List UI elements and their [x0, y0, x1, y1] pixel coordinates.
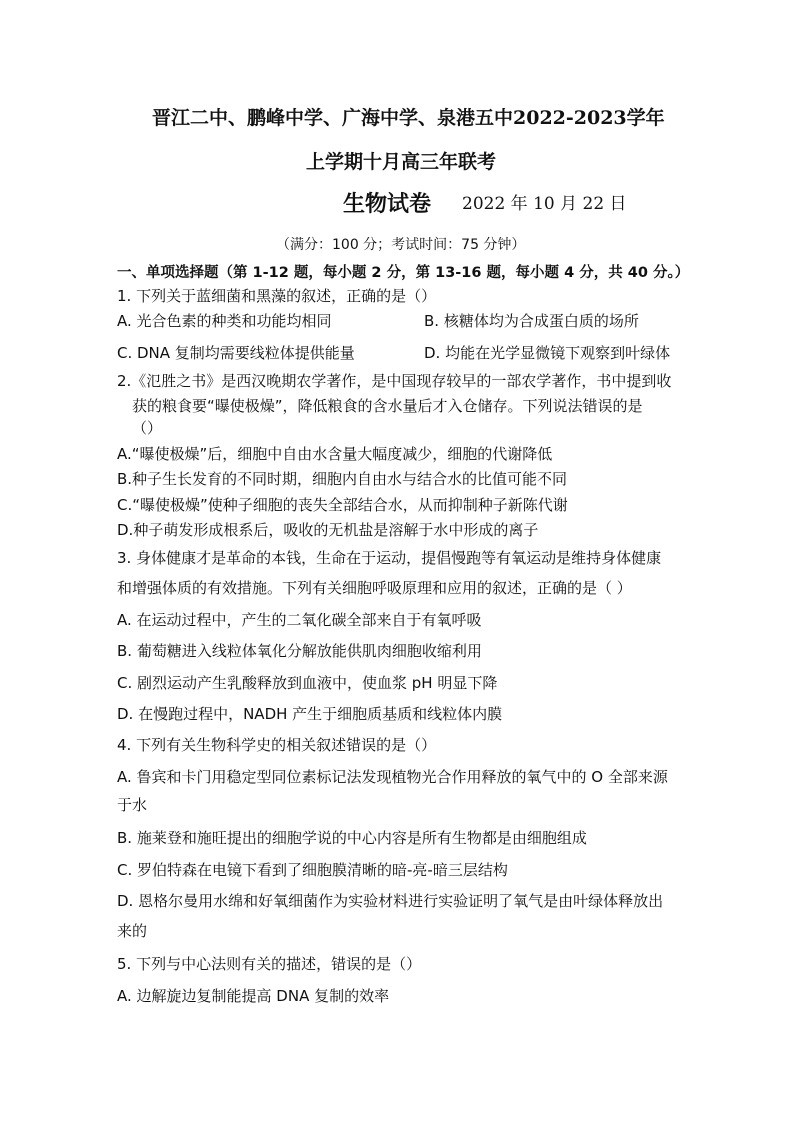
q1-option-d: D. 均能在光学显微镜下观察到叶绿体	[424, 344, 671, 362]
q1-stem: 1. 下列关于蓝细菌和黑藻的叙述，正确的是（）	[117, 287, 437, 305]
q2-stem-line2: 获的粮食要“曝使极燥”，降低粮食的含水量后才入仓储存。下列说法错误的是	[132, 397, 643, 415]
q4-option-d-line1: D. 恩格尔曼用水绵和好氧细菌作为实验材料进行实验证明了氧气是由叶绿体释放出	[117, 892, 664, 910]
exam-title-line2: 上学期十月高三年联考	[306, 151, 497, 173]
q4-option-d-line2: 来的	[117, 922, 148, 940]
q2-stem-line1: 2.《氾胜之书》是西汉晚期农学著作，是中国现存较早的一部农学著作，书中提到收	[117, 372, 672, 390]
section-title: 一、单项选择题（第 1-12 题，每小题 2 分，第 13-16 题，每小题 4 分，共 40 分。）	[117, 265, 690, 281]
q1-option-a: A. 光合色素的种类和功能均相同	[117, 312, 332, 330]
q3-stem-line1: 3. 身体健康才是革命的本钱，生命在于运动，提倡慢跑等有氧运动是维持身体健康	[117, 549, 662, 567]
q3-option-a: A. 在运动过程中，产生的二氧化碳全部来自于有氧呼吸	[117, 611, 482, 629]
q2-option-c: C.“曝使极燥”使种子细胞的丧失全部结合水，从而抑制种子新陈代谢	[117, 496, 568, 514]
q1-option-c: C. DNA 复制均需要线粒体提供能量	[117, 344, 355, 362]
exam-date: 2022 年 10 月 22 日	[462, 194, 627, 214]
q3-option-c: C. 剧烈运动产生乳酸释放到血液中，使血浆 pH 明显下降	[117, 674, 498, 692]
q4-stem: 4. 下列有关生物科学史的相关叙述错误的是（）	[117, 736, 437, 754]
q4-option-c: C. 罗伯特森在电镜下看到了细胞膜清晰的暗-亮-暗三层结构	[117, 861, 508, 879]
q2-option-a: A.“曝使极燥”后，细胞中自由水含量大幅度减少，细胞的代谢降低	[117, 445, 553, 463]
q4-option-a-line2: 于水	[117, 796, 148, 814]
q5-option-a: A. 边解旋边复制能提高 DNA 复制的效率	[117, 987, 390, 1005]
q3-option-d: D. 在慢跑过程中，NADH 产生于细胞质基质和线粒体内膜	[117, 705, 503, 723]
q2-option-b: B.种子生长发育的不同时期，细胞内自由水与结合水的比值可能不同	[117, 470, 568, 488]
q3-option-b: B. 葡萄糖进入线粒体氧化分解放能供肌肉细胞收缩利用	[117, 642, 482, 660]
q1-option-b: B. 核糖体均为合成蛋白质的场所	[424, 312, 639, 330]
q3-stem-line2: 和增强体质的有效措施。下列有关细胞呼吸原理和应用的叙述，正确的是（ ）	[117, 579, 632, 597]
q5-stem: 5. 下列与中心法则有关的描述，错误的是（）	[117, 955, 422, 973]
q2-stem-line3: （）	[132, 419, 163, 437]
q4-option-a-line1: A. 鲁宾和卡门用稳定型同位素标记法发现植物光合作用释放的氧气中的 O 全部来源	[117, 768, 668, 786]
q2-option-d: D.种子萌发形成根系后，吸收的无机盐是溶解于水中形成的离子	[117, 521, 539, 539]
q4-option-b: B. 施莱登和施旺提出的细胞学说的中心内容是所有生物都是由细胞组成	[117, 829, 587, 847]
subject-title: 生物试卷	[343, 191, 432, 217]
exam-info: （满分：100 分；考试时间：75 分钟）	[276, 237, 526, 253]
exam-title-line1: 晋江二中、鹏峰中学、广海中学、泉港五中2022-2023学年	[152, 107, 665, 129]
